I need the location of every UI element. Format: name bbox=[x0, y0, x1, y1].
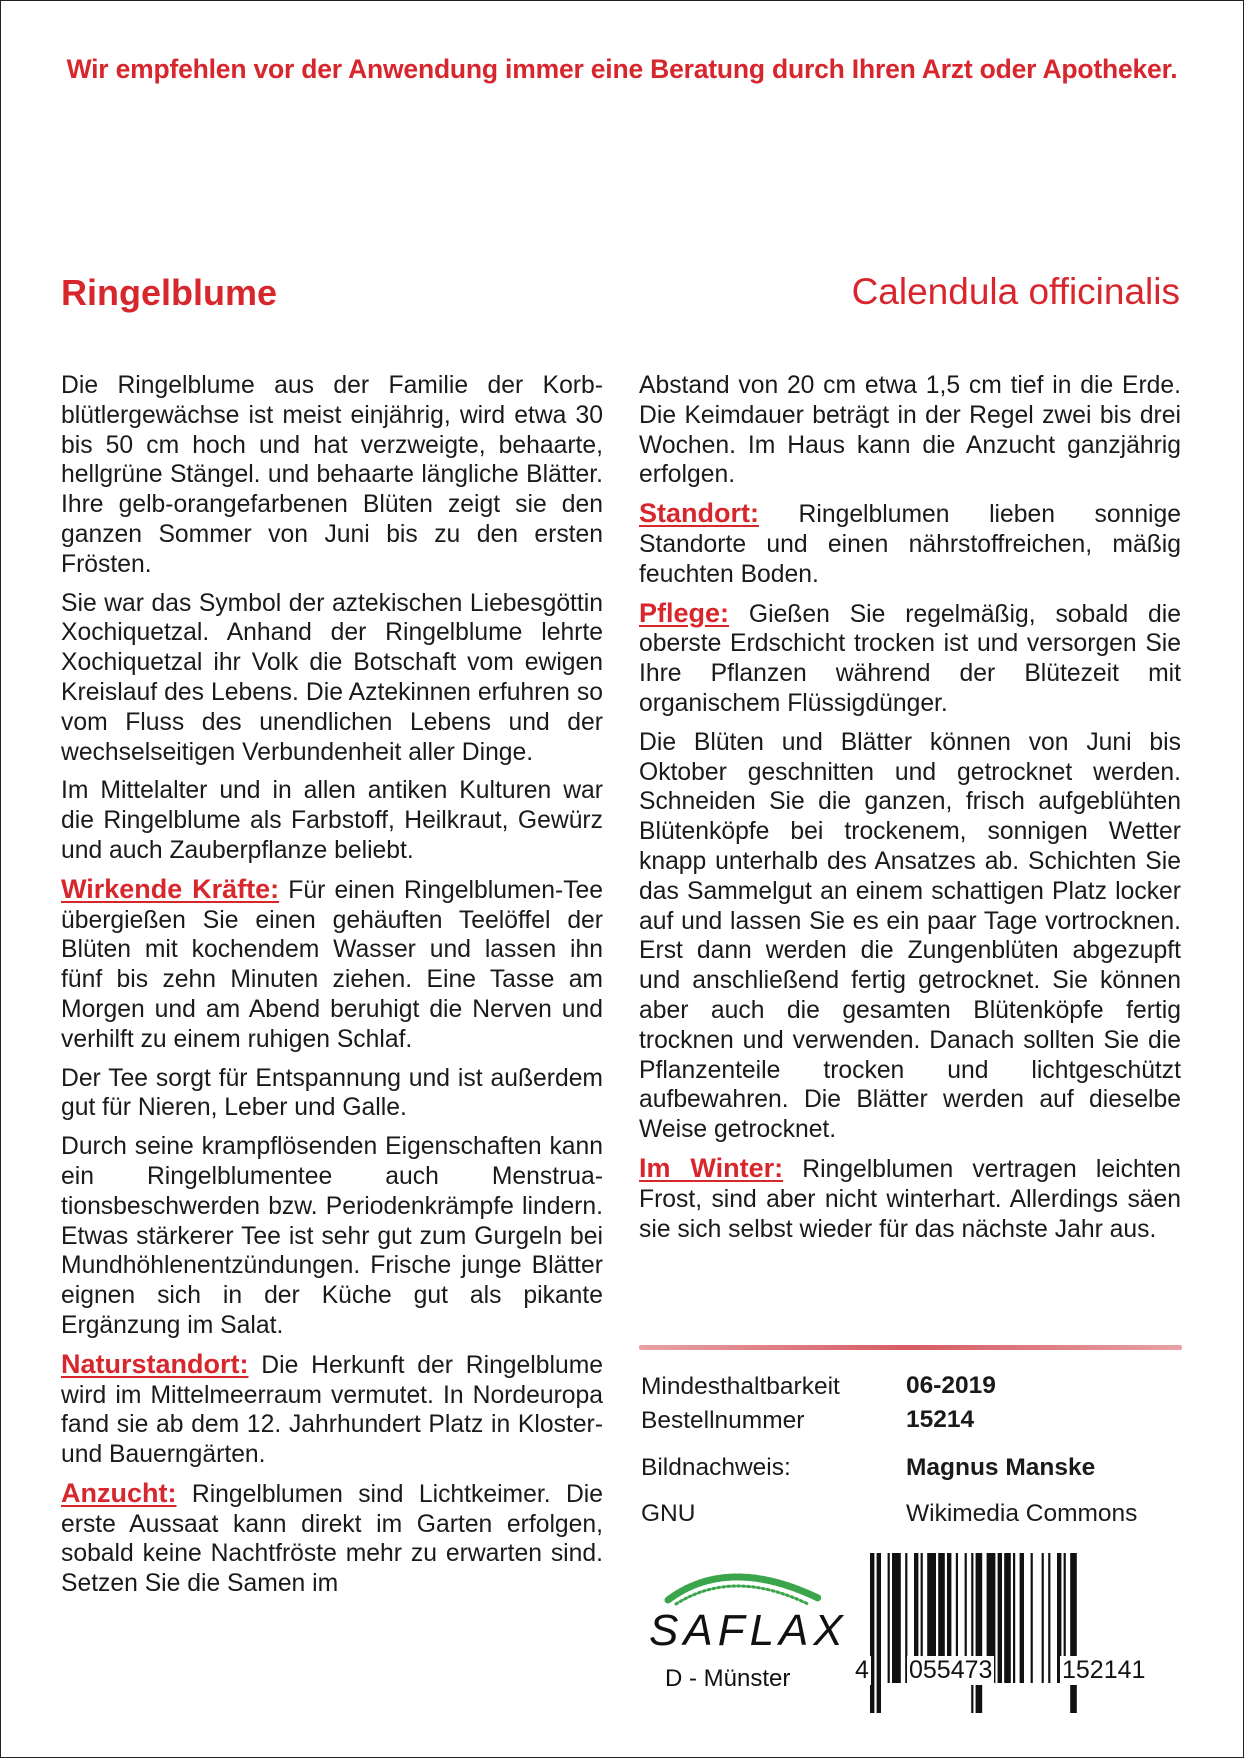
image-credit-label: Bildnachweis: bbox=[641, 1454, 791, 1481]
keyword-heading: Pflege: bbox=[639, 597, 730, 628]
order-number-value: 15214 bbox=[906, 1406, 975, 1433]
barcode-bar bbox=[1042, 1553, 1044, 1683]
paragraph: Die Blüten und Blätter können von Juni bis Oktober geschnitten und getrocknet werden. Schneiden Sie die ganzen, frisch aufgeblühten Blütenköpfe bei trockenem, sonnigen Wetter knapp unterhalb des Ansatzes ab. Schichten Sie das Sammelgut an einem schattigen Platz locker auf und lassen Sie es ein paar Tage vortrocknen. Erst dann werden die Zungenblüten abgezupft und anschließend fertig getrocknet. Sie können aber auch die gesamten Blütenköpfe fertig trocknen und verwenden. Danach sollten Sie die Pflanzenteile trocken und lichtgeschützt aufbewahren. Die Blätter werden auf dieselbe Weise getrocknet. bbox=[639, 728, 1181, 1144]
paragraph bbox=[639, 499, 1181, 589]
barcode-bar bbox=[1013, 1553, 1015, 1683]
paragraph-text: Gießen Sie regelmäßig, sobald die oberste Erdschicht trocken ist und versorgen Sie Ihre Pflanzen während der Blütezeit mit organischem Flüssigdünger. bbox=[639, 600, 1181, 717]
barcode-bar bbox=[1070, 1553, 1077, 1713]
keyword-heading: Standort: bbox=[639, 498, 759, 529]
barcode bbox=[870, 1553, 1182, 1713]
paragraph: Der Tee sorgt für Entspannung und ist außerdem gut für Nieren, Leber und Galle. bbox=[61, 1064, 603, 1122]
order-number-label: Bestellnummer bbox=[641, 1407, 805, 1434]
license-label: GNU bbox=[641, 1500, 696, 1527]
paragraph-text: Für einen Ringelblumen-Tee übergießen Sie einen gehäuften Teelöffel der Blüten mit kochendem Wasser und lassen ihn fünf bis zehn Minuten ziehen. Eine Tasse am Morgen und am Abend beruhigt die Nerven und verhilft zu einem ruhigen Schlaf. bbox=[61, 876, 603, 1053]
paragraph-text: Die Herkunft der Ringelblume wird im Mittelmeerraum vermutet. In Nordeuropa fand sie ab dem 12. Jahrhundert Platz in Kloster- und Bauerngärten. bbox=[61, 1351, 603, 1469]
paragraph bbox=[639, 599, 1181, 719]
paragraph: Sie war das Symbol der aztekischen Liebesgöttin Xochiquetzal. Anhand der Ringelblume lehrte Xochiquetzal ihr Volk die Botschaft vom ewigen Kreislauf des Lebens. Die Aztekinnen erfuhren so vom Fluss des unendlichen Lebens und der wechselseitigen Verbundenheit aller Dinge. bbox=[61, 589, 603, 766]
paragraph bbox=[61, 875, 603, 1055]
title-german: Ringelblume bbox=[61, 272, 278, 313]
logo-city: D - Münster bbox=[665, 1665, 791, 1692]
barcode-bar bbox=[888, 1553, 890, 1683]
left-column bbox=[61, 371, 603, 1608]
barcode-bar bbox=[971, 1553, 973, 1713]
barcode-group-1: 055473 bbox=[909, 1656, 993, 1684]
barcode-bar bbox=[877, 1553, 881, 1713]
title-latin: Calendula officinalis bbox=[851, 271, 1180, 312]
paragraph bbox=[61, 1479, 603, 1599]
divider-line bbox=[639, 1345, 1182, 1350]
keyword-heading: Im Winter: bbox=[639, 1152, 784, 1183]
paragraph bbox=[639, 1154, 1181, 1244]
barcode-bar bbox=[998, 1553, 1002, 1683]
license-value: Wikimedia Commons bbox=[906, 1500, 1138, 1527]
barcode-bar bbox=[892, 1553, 901, 1683]
green-arc-icon bbox=[648, 1560, 828, 1610]
keyword-heading: Wirkende Kräfte: bbox=[61, 873, 280, 904]
barcode-bar bbox=[870, 1553, 874, 1713]
paragraph: Die Ringelblume aus der Familie der Korbblütlergewächse ist meist einjährig, wird etwa 30 bis 50 cm hoch und hat verzweigte, behaarte, hellgrüne Stängel. und behaarte längliche Blätter. Ihre gelb-orangefarbenen Blüten zeigt sie den ganzen Sommer von Juni bis zu den ersten Frösten. bbox=[61, 372, 603, 578]
paragraph bbox=[61, 1350, 603, 1470]
keyword-heading: Anzucht: bbox=[61, 1477, 177, 1508]
paragraph-text: Ringelblumen vertragen leichten Frost, sind aber nicht winterhart. Allerdings säen sie sich selbst wieder für das nächste Jahr aus. bbox=[639, 1155, 1181, 1243]
mhd-label: Mindesthaltbarkeit bbox=[641, 1373, 840, 1400]
paragraph-text: Ringelblumen sind Lichtkeimer. Die erste Aussaat kann direkt im Garten erfolgen, sobald keine Nachtfröste mehr zu erwarten sind. Setzen Sie die Samen im bbox=[61, 1480, 603, 1598]
image-credit-value: Magnus Manske bbox=[906, 1454, 1096, 1481]
barcode-prefix: 4 bbox=[855, 1656, 869, 1684]
logo-name: SAFLAX bbox=[649, 1606, 848, 1655]
barcode-bar bbox=[1031, 1553, 1033, 1683]
barcode-bar bbox=[1020, 1553, 1024, 1683]
warning-text: Wir empfehlen vor der Anwendung immer eine Beratung durch Ihren Arzt oder Apotheker. bbox=[66, 54, 1178, 84]
saflax-logo bbox=[648, 1560, 848, 1692]
barcode-bar bbox=[1004, 1553, 1011, 1683]
right-column bbox=[639, 371, 1181, 1253]
paragraph-text: Ringelblumen lieben sonnige Standorte und einen nährstoffreichen, mäßig feuchten Boden. bbox=[639, 501, 1181, 588]
keyword-heading: Naturstandort: bbox=[61, 1348, 249, 1379]
paragraph: Abstand von 20 cm etwa 1,5 cm tief in die Erde. Die Keimdauer beträgt in der Regel zwei bis drei Wochen. Im Haus kann die Anzucht ganzjährig erfolgen. bbox=[639, 372, 1181, 489]
paragraph: Durch seine krampflösenden Eigenschaften kann ein Ringelblumentee auch Menstruationsbeschwerden bzw. Periodenkrämpfe lindern. Etwas stärkerer Tee ist sehr gut zum Gurgeln bei Mundhöhlenentzündungen. Frische junge Blätter eignen sich in der Küche gut als pikante Ergänzung im Salat. bbox=[61, 1133, 603, 1339]
barcode-group-2: 152141 bbox=[1062, 1656, 1146, 1684]
barcode-bar bbox=[1048, 1553, 1050, 1683]
mhd-value: 06-2019 bbox=[906, 1372, 996, 1399]
barcode-bar bbox=[976, 1553, 983, 1713]
paragraph: Im Mittelalter und in allen antiken Kulturen war die Ringelblume als Farbstoff, Heilkraut, Gewürz und auch Zauberpflanze beliebt. bbox=[61, 777, 603, 864]
